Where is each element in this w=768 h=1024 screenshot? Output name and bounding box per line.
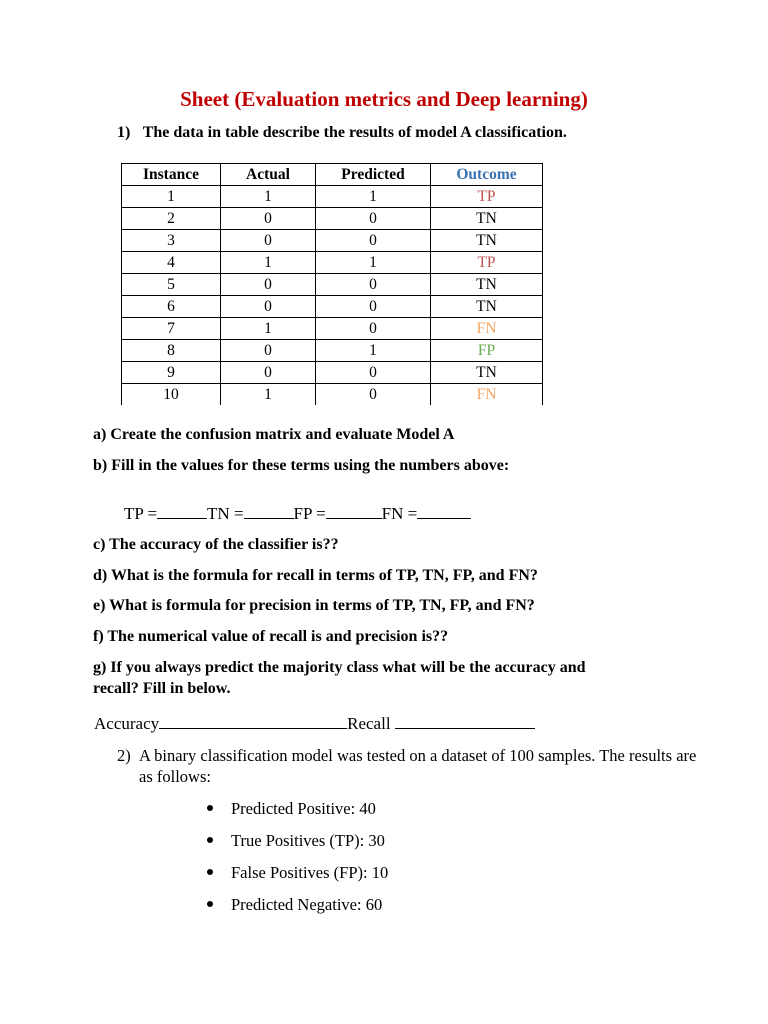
accuracy-recall-line <box>94 712 535 734</box>
cell-outcome: TP <box>431 252 543 274</box>
cell-instance: 8 <box>122 340 221 362</box>
cell-actual: 0 <box>221 230 316 252</box>
question-2-text: A binary classification model was tested on a dataset of 100 samples. The results are as follows: <box>139 746 697 786</box>
accuracy-label: Accuracy <box>94 714 160 733</box>
bullet-icon <box>207 805 213 811</box>
header-outcome: Outcome <box>431 164 543 186</box>
cell-predicted: 0 <box>316 296 431 318</box>
question-e: e) What is formula for precision in terms of TP, TN, FP, and FN? <box>93 597 535 614</box>
tn-label: TN = <box>207 504 244 523</box>
table-row <box>122 296 543 318</box>
bullet-icon <box>207 837 213 843</box>
bullet-icon <box>207 869 213 875</box>
header-actual: Actual <box>221 164 316 186</box>
table-row <box>122 384 543 406</box>
question-1-number: 1) <box>117 124 131 141</box>
cell-actual: 0 <box>221 296 316 318</box>
list-item <box>207 895 382 915</box>
question-g-line2: recall? Fill in below. <box>93 680 231 697</box>
table-header-row <box>122 164 543 186</box>
table-row <box>122 274 543 296</box>
fn-blank[interactable] <box>417 502 471 519</box>
cell-outcome: TN <box>431 274 543 296</box>
cell-actual: 0 <box>221 274 316 296</box>
cell-predicted: 1 <box>316 340 431 362</box>
cell-outcome: FP <box>431 340 543 362</box>
question-c: c) The accuracy of the classifier is?? <box>93 536 339 553</box>
question-1 <box>117 124 567 142</box>
cell-instance: 10 <box>122 384 221 406</box>
accuracy-blank[interactable] <box>159 712 347 729</box>
cell-instance: 5 <box>122 274 221 296</box>
table-row <box>122 186 543 208</box>
fp-label: FP = <box>293 504 326 523</box>
cell-outcome: FN <box>431 384 543 406</box>
recall-blank[interactable] <box>395 712 535 729</box>
cell-actual: 1 <box>221 318 316 340</box>
question-a: a) Create the confusion matrix and evaluate Model A <box>93 426 455 443</box>
bullet-text: False Positives (FP): 10 <box>231 863 389 882</box>
question-b: b) Fill in the values for these terms using the numbers above: <box>93 457 510 474</box>
question-2-number: 2) <box>117 746 131 765</box>
table-row <box>122 318 543 340</box>
cell-actual: 1 <box>221 384 316 406</box>
fill-in-terms <box>124 502 471 524</box>
table-row <box>122 230 543 252</box>
cell-predicted: 0 <box>316 274 431 296</box>
cell-instance: 3 <box>122 230 221 252</box>
cell-instance: 1 <box>122 186 221 208</box>
fp-blank[interactable] <box>326 502 382 519</box>
cell-actual: 0 <box>221 340 316 362</box>
cell-instance: 2 <box>122 208 221 230</box>
list-item <box>207 799 376 819</box>
cell-predicted: 0 <box>316 362 431 384</box>
cell-instance: 9 <box>122 362 221 384</box>
cell-predicted: 0 <box>316 230 431 252</box>
cell-outcome: TN <box>431 230 543 252</box>
question-g-line1: g) If you always predict the majority class what will be the accuracy and <box>93 659 586 676</box>
tp-label: TP = <box>124 504 158 523</box>
question-1-text: The data in table describe the results of model A classification. <box>142 124 567 141</box>
cell-instance: 4 <box>122 252 221 274</box>
cell-outcome: TN <box>431 208 543 230</box>
bullet-text: True Positives (TP): 30 <box>231 831 385 850</box>
cell-instance: 7 <box>122 318 221 340</box>
cell-predicted: 1 <box>316 252 431 274</box>
cell-outcome: TN <box>431 362 543 384</box>
header-predicted: Predicted <box>316 164 431 186</box>
fn-label: FN = <box>381 504 418 523</box>
recall-label: Recall <box>347 714 391 733</box>
question-d: d) What is the formula for recall in terms of TP, TN, FP, and FN? <box>93 567 538 584</box>
cell-predicted: 1 <box>316 186 431 208</box>
bullet-text: Predicted Negative: 60 <box>231 895 383 914</box>
table-row <box>122 208 543 230</box>
cell-predicted: 0 <box>316 318 431 340</box>
cell-actual: 1 <box>221 186 316 208</box>
cell-outcome: TN <box>431 296 543 318</box>
cell-outcome: TP <box>431 186 543 208</box>
table-row <box>122 252 543 274</box>
question-f: f) The numerical value of recall is and precision is?? <box>93 628 449 645</box>
cell-actual: 0 <box>221 208 316 230</box>
cell-predicted: 0 <box>316 384 431 406</box>
results-table <box>121 163 543 405</box>
cell-instance: 6 <box>122 296 221 318</box>
cell-outcome: FN <box>431 318 543 340</box>
list-item <box>207 863 388 883</box>
table-row <box>122 362 543 384</box>
list-item <box>207 831 385 851</box>
header-instance: Instance <box>122 164 221 186</box>
bullet-icon <box>207 901 213 907</box>
cell-actual: 0 <box>221 362 316 384</box>
table-row <box>122 340 543 362</box>
tn-blank[interactable] <box>244 502 294 519</box>
page-title: Sheet (Evaluation metrics and Deep learning) <box>180 87 588 111</box>
cell-predicted: 0 <box>316 208 431 230</box>
cell-actual: 1 <box>221 252 316 274</box>
bullet-text: Predicted Positive: 40 <box>231 799 376 818</box>
tp-blank[interactable] <box>157 502 207 519</box>
